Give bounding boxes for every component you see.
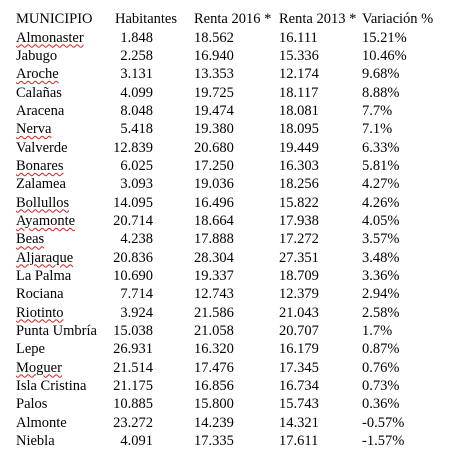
cell-variacion: 2.58% — [362, 304, 400, 321]
cell-habitantes: 3.093 — [120, 176, 153, 193]
cell-variacion: 0.36% — [362, 396, 400, 413]
cell-municipio — [16, 120, 108, 138]
cell-renta-2016: 17.250 — [194, 157, 234, 174]
cell-municipio — [16, 102, 108, 120]
cell-renta-2013: 18.081 — [279, 102, 319, 119]
cell-municipio — [16, 230, 108, 248]
municipio-name: Aljaraque — [16, 249, 74, 266]
cell-variacion: 15.21% — [362, 29, 407, 46]
table-row — [16, 340, 450, 358]
municipio-name: Bollullos — [16, 194, 70, 211]
cell-renta-2013: 14.321 — [279, 414, 319, 431]
cell-municipio — [16, 285, 108, 303]
cell-renta-2013: 17.272 — [279, 231, 319, 248]
cell-renta-2016: 16.320 — [194, 341, 234, 358]
cell-renta-2016: 21.058 — [194, 323, 234, 340]
table-row — [16, 138, 450, 156]
cell-renta-2013: 16.179 — [279, 341, 319, 358]
table-row — [16, 248, 450, 266]
cell-renta-2016: 16.856 — [194, 378, 234, 395]
cell-variacion: 10.46% — [362, 47, 407, 64]
cell-renta-2016: 19.380 — [194, 121, 234, 138]
cell-variacion: 2.94% — [362, 286, 400, 303]
table-row — [16, 432, 450, 450]
cell-habitantes: 15.038 — [113, 323, 153, 340]
cell-municipio — [16, 377, 108, 395]
cell-renta-2016: 18.562 — [194, 29, 234, 46]
cell-renta-2016: 16.940 — [194, 47, 234, 64]
cell-variacion: 5.81% — [362, 157, 400, 174]
table-row — [16, 267, 450, 285]
table-row — [16, 414, 450, 432]
cell-variacion: 7.1% — [362, 121, 393, 138]
cell-renta-2013: 21.043 — [279, 304, 319, 321]
cell-municipio — [16, 138, 108, 156]
header-renta-2016: Renta 2016 * — [194, 11, 272, 28]
municipio-name: Beas — [16, 231, 45, 248]
cell-renta-2013: 18.256 — [279, 176, 319, 193]
table-row — [16, 120, 450, 138]
cell-variacion: 4.05% — [362, 212, 400, 229]
municipio-name: Aracena — [16, 102, 65, 119]
cell-renta-2013: 27.351 — [279, 249, 319, 266]
cell-habitantes: 3.924 — [120, 304, 153, 321]
header-habitantes: Habitantes — [115, 11, 178, 28]
cell-renta-2016: 19.474 — [194, 102, 234, 119]
municipio-name: Nerva — [16, 121, 52, 138]
municipio-name: Almonaster — [16, 29, 84, 46]
table-row — [16, 157, 450, 175]
cell-habitantes: 20.836 — [113, 249, 153, 266]
cell-renta-2016: 18.664 — [194, 212, 234, 229]
cell-variacion: 0.73% — [362, 378, 400, 395]
cell-renta-2016: 17.888 — [194, 231, 234, 248]
cell-municipio — [16, 28, 108, 46]
table-row — [16, 102, 450, 120]
cell-variacion: -0.57% — [362, 414, 405, 431]
cell-renta-2013: 19.449 — [279, 139, 319, 156]
cell-habitantes: 20.714 — [113, 212, 153, 229]
header-renta-2013: Renta 2013 * — [279, 11, 357, 28]
cell-renta-2013: 16.111 — [279, 29, 318, 46]
cell-renta-2013: 18.117 — [279, 84, 319, 101]
cell-habitantes: 12.839 — [113, 139, 153, 156]
table-row — [16, 395, 450, 413]
cell-municipio — [16, 414, 108, 432]
cell-renta-2013: 15.822 — [279, 194, 319, 211]
cell-municipio — [16, 65, 108, 83]
table-row — [16, 230, 450, 248]
municipio-name: Valverde — [16, 139, 68, 156]
cell-renta-2013: 16.303 — [279, 157, 319, 174]
cell-renta-2016: 15.800 — [194, 396, 234, 413]
cell-variacion: 0.76% — [362, 359, 400, 376]
cell-habitantes: 6.025 — [120, 157, 153, 174]
cell-variacion: 9.68% — [362, 66, 400, 83]
cell-variacion: 4.26% — [362, 194, 400, 211]
cell-variacion: 8.88% — [362, 84, 400, 101]
cell-renta-2016: 21.586 — [194, 304, 234, 321]
cell-municipio — [16, 193, 108, 211]
cell-renta-2013: 12.174 — [279, 66, 319, 83]
cell-variacion: 0.87% — [362, 341, 400, 358]
cell-renta-2013: 15.743 — [279, 396, 319, 413]
table-row — [16, 83, 450, 101]
table-header-row — [16, 10, 450, 28]
municipio-name: Zalamea — [16, 176, 66, 193]
municipio-name: Riotinto — [16, 304, 64, 321]
table-row — [16, 322, 450, 340]
table-row — [16, 193, 450, 211]
cell-municipio — [16, 395, 108, 413]
cell-renta-2016: 14.239 — [194, 414, 234, 431]
cell-habitantes: 7.714 — [120, 286, 153, 303]
cell-variacion: 6.33% — [362, 139, 400, 156]
cell-renta-2013: 16.734 — [279, 378, 319, 395]
table-row — [16, 175, 450, 193]
municipio-name: Ayamonte — [16, 212, 76, 229]
cell-renta-2013: 15.336 — [279, 47, 319, 64]
municipio-name: Jabugo — [16, 47, 58, 64]
cell-municipio — [16, 83, 108, 101]
municipio-name: Isla Cristina — [16, 378, 87, 395]
cell-renta-2016: 28.304 — [194, 249, 234, 266]
cell-municipio — [16, 248, 108, 266]
table-row — [16, 304, 450, 322]
table-row — [16, 28, 450, 46]
cell-municipio — [16, 340, 108, 358]
cell-renta-2013: 20.707 — [279, 323, 319, 340]
cell-renta-2016: 17.335 — [194, 433, 234, 450]
cell-habitantes: 5.418 — [120, 121, 153, 138]
table-row — [16, 65, 450, 83]
cell-renta-2016: 19.036 — [194, 176, 234, 193]
cell-municipio — [16, 432, 108, 450]
cell-habitantes: 4.099 — [120, 84, 153, 101]
cell-renta-2013: 18.709 — [279, 267, 319, 284]
cell-renta-2016: 13.353 — [194, 66, 234, 83]
cell-variacion: 4.27% — [362, 176, 400, 193]
cell-municipio — [16, 157, 108, 175]
municipio-name: Punta Umbría — [16, 323, 97, 340]
cell-renta-2016: 16.496 — [194, 194, 234, 211]
cell-renta-2013: 12.379 — [279, 286, 319, 303]
cell-habitantes: 1.848 — [120, 29, 153, 46]
cell-municipio — [16, 304, 108, 322]
cell-renta-2013: 18.095 — [279, 121, 319, 138]
cell-municipio — [16, 322, 108, 340]
cell-renta-2013: 17.938 — [279, 212, 319, 229]
cell-habitantes: 3.131 — [120, 66, 153, 83]
cell-habitantes: 10.885 — [113, 396, 153, 413]
cell-renta-2016: 19.337 — [194, 267, 234, 284]
municipio-name: Moguer — [16, 359, 62, 376]
cell-habitantes: 21.175 — [113, 378, 153, 395]
municipio-name: Palos — [16, 396, 48, 413]
cell-municipio — [16, 175, 108, 193]
cell-habitantes: 23.272 — [113, 414, 153, 431]
cell-variacion: 1.7% — [362, 323, 393, 340]
cell-habitantes: 10.690 — [113, 267, 153, 284]
table-row — [16, 212, 450, 230]
cell-renta-2016: 20.680 — [194, 139, 234, 156]
cell-variacion: 3.36% — [362, 267, 400, 284]
cell-variacion: -1.57% — [362, 433, 405, 450]
table-row — [16, 47, 450, 65]
municipio-name: Rociana — [16, 286, 64, 303]
municipio-name: Bonares — [16, 157, 64, 174]
header-municipio: MUNICIPIO — [16, 11, 93, 28]
table-row — [16, 285, 450, 303]
cell-municipio — [16, 47, 108, 65]
cell-municipio — [16, 359, 108, 377]
cell-habitantes: 4.238 — [120, 231, 153, 248]
municipio-name: Lepe — [16, 341, 45, 358]
income-table — [16, 10, 450, 450]
cell-renta-2016: 17.476 — [194, 359, 234, 376]
municipio-name: Almonte — [16, 414, 67, 431]
cell-habitantes: 8.048 — [120, 102, 153, 119]
cell-renta-2013: 17.345 — [279, 359, 319, 376]
municipio-name: Calañas — [16, 84, 62, 101]
cell-habitantes: 26.931 — [113, 341, 153, 358]
cell-habitantes: 14.095 — [113, 194, 153, 211]
cell-habitantes: 2.258 — [120, 47, 153, 64]
cell-municipio — [16, 267, 108, 285]
table-row — [16, 377, 450, 395]
header-variacion: Variación % — [362, 11, 434, 28]
cell-habitantes: 4.091 — [120, 433, 153, 450]
cell-variacion: 7.7% — [362, 102, 393, 119]
cell-variacion: 3.48% — [362, 249, 400, 266]
municipio-name: Aroche — [16, 66, 59, 83]
cell-renta-2016: 12.743 — [194, 286, 234, 303]
municipio-name: Niebla — [16, 433, 55, 450]
cell-renta-2016: 19.725 — [194, 84, 234, 101]
municipio-name: La Palma — [16, 267, 72, 284]
cell-habitantes: 21.514 — [113, 359, 153, 376]
table-row — [16, 359, 450, 377]
cell-variacion: 3.57% — [362, 231, 400, 248]
table-body — [16, 28, 450, 450]
cell-renta-2013: 17.611 — [279, 433, 319, 450]
cell-municipio — [16, 212, 108, 230]
